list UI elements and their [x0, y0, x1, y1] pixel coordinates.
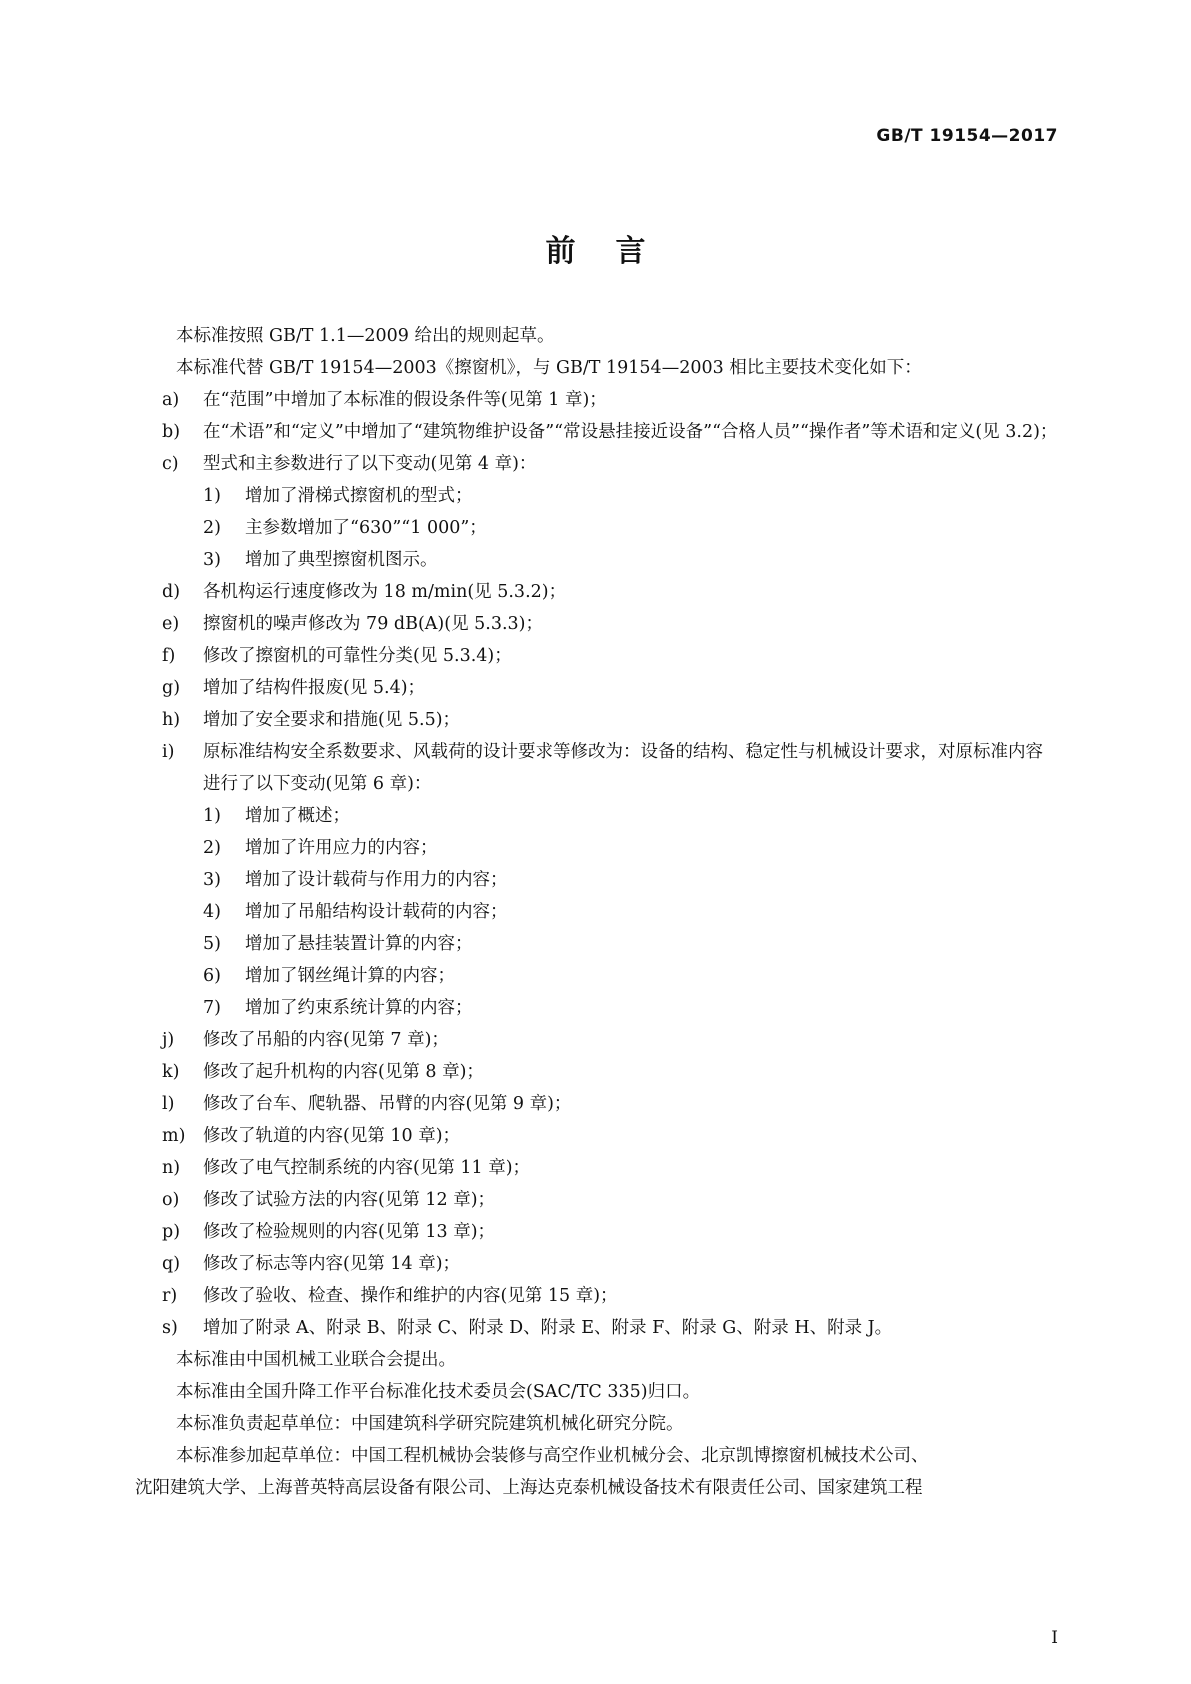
- page-title: 前言: [545, 234, 686, 269]
- outro-paragraph: 本标准负责起草单位：中国建筑科学研究院建筑机械化研究分院。: [176, 1414, 684, 1434]
- list-marker: q): [162, 1254, 181, 1274]
- list-item: [162, 416, 1058, 448]
- list-marker: b): [162, 422, 181, 442]
- list-marker: 3): [203, 870, 221, 890]
- list-marker: k): [162, 1062, 180, 1082]
- list-item: [162, 1120, 1058, 1152]
- list-marker: d): [162, 582, 181, 602]
- sub-list-item: [162, 992, 1058, 1024]
- list-text: 主参数增加了“630”“1 000”；: [245, 518, 487, 538]
- sub-list-item: [162, 864, 1058, 896]
- outro-paragraph-continuation: 沈阳建筑大学、上海普英特高层设备有限公司、上海达克泰机械设备技术有限责任公司、国家建筑工程: [135, 1478, 923, 1498]
- list-marker: j): [162, 1030, 175, 1050]
- sub-list-item: [162, 800, 1058, 832]
- list-text: 修改了验收、检查、操作和维护的内容(见第 15 章)；: [203, 1286, 618, 1306]
- list-marker: f): [162, 646, 176, 666]
- list-marker: 7): [203, 998, 221, 1018]
- list-text: 修改了台车、爬轨器、吊臂的内容(见第 9 章)；: [203, 1094, 572, 1114]
- list-text: 在“范围”中增加了本标准的假设条件等(见第 1 章)；: [203, 390, 607, 410]
- list-item: [162, 1056, 1058, 1088]
- list-marker: e): [162, 614, 180, 634]
- list-text: 增加了吊船结构设计载荷的内容；: [245, 902, 508, 922]
- outro-paragraph: 本标准参加起草单位：中国工程机械协会装修与高空作业机械分会、北京凯博擦窗机械技术公司、: [176, 1446, 929, 1466]
- list-text: 增加了附录 A、附录 B、附录 C、附录 D、附录 E、附录 F、附录 G、附录 H、附录 J。: [203, 1318, 893, 1338]
- list-item: [162, 1088, 1058, 1120]
- list-text: 增加了约束系统计算的内容；: [245, 998, 473, 1018]
- list-item: [162, 736, 1058, 800]
- list-item: [162, 704, 1058, 736]
- list-item: [162, 1280, 1058, 1312]
- list-marker: c): [162, 454, 179, 474]
- list-text: 擦窗机的噪声修改为 79 dB(A)(见 5.3.3)；: [203, 614, 543, 634]
- list-item: [162, 1248, 1058, 1280]
- list-marker: h): [162, 710, 181, 730]
- list-text: 修改了电气控制系统的内容(见第 11 章)；: [203, 1158, 531, 1178]
- list-text: 修改了试验方法的内容(见第 12 章)；: [203, 1190, 496, 1210]
- sub-list-item: [162, 832, 1058, 864]
- list-text: 型式和主参数进行了以下变动(见第 4 章)：: [203, 454, 537, 474]
- list-item: [162, 672, 1058, 704]
- sub-list-item: [162, 896, 1058, 928]
- list-marker: p): [162, 1222, 181, 1242]
- list-item: [162, 576, 1058, 608]
- list-text: 增加了设计载荷与作用力的内容；: [245, 870, 508, 890]
- intro-paragraph: 本标准按照 GB/T 1.1—2009 给出的规则起草。: [176, 326, 555, 346]
- list-marker: 2): [203, 518, 221, 538]
- list-text: 修改了检验规则的内容(见第 13 章)；: [203, 1222, 496, 1242]
- standard-number: GB/T 19154—2017: [876, 126, 1058, 146]
- intro-paragraph: 本标准代替 GB/T 19154—2003《擦窗机》，与 GB/T 19154—2003 相比主要技术变化如下：: [176, 358, 922, 378]
- list-text: 增加了许用应力的内容；: [245, 838, 438, 858]
- list-marker: m): [162, 1126, 186, 1146]
- list-item: [162, 1216, 1058, 1248]
- list-item: [162, 640, 1058, 672]
- outro-paragraph: 本标准由中国机械工业联合会提出。: [176, 1350, 456, 1370]
- list-marker: 4): [203, 902, 221, 922]
- list-text: 修改了起升机构的内容(见第 8 章)；: [203, 1062, 484, 1082]
- list-item: [162, 608, 1058, 640]
- sub-list-item: [162, 960, 1058, 992]
- list-marker: 1): [203, 486, 221, 506]
- list-text: 增加了结构件报废(见 5.4)；: [203, 678, 426, 698]
- list-item: [162, 1184, 1058, 1216]
- list-text: 修改了轨道的内容(见第 10 章)；: [203, 1126, 461, 1146]
- list-text: 增加了悬挂装置计算的内容；: [245, 934, 473, 954]
- list-marker: 1): [203, 806, 221, 826]
- list-text: 增加了安全要求和措施(见 5.5)；: [203, 710, 461, 730]
- list-text: 增加了概述；: [245, 806, 350, 826]
- list-marker: a): [162, 390, 180, 410]
- sub-list-item: [162, 480, 1058, 512]
- list-marker: r): [162, 1286, 178, 1306]
- list-text: 各机构运行速度修改为 18 m/min(见 5.3.2)；: [203, 582, 567, 602]
- sub-list-item: [162, 928, 1058, 960]
- list-item: [162, 1152, 1058, 1184]
- page-number: I: [1051, 1628, 1058, 1648]
- list-text: 在“术语”和“定义”中增加了“建筑物维护设备”“常设悬挂接近设备”“合格人员”“操作者”等术语和定义(见 3.2)；: [203, 422, 1058, 442]
- foreword-body: [135, 320, 1058, 1504]
- list-marker: l): [162, 1094, 175, 1114]
- list-text: 原标准结构安全系数要求、风载荷的设计要求等修改为：设备的结构、稳定性与机械设计要求，对原标准内容进行了以下变动(见第 6 章)：: [203, 742, 1043, 794]
- list-item: [162, 1024, 1058, 1056]
- list-marker: n): [162, 1158, 181, 1178]
- list-marker: o): [162, 1190, 180, 1210]
- list-marker: 3): [203, 550, 221, 570]
- sub-list-item: [162, 544, 1058, 576]
- list-text: 修改了吊船的内容(见第 7 章)；: [203, 1030, 449, 1050]
- list-item: [162, 448, 1058, 480]
- list-marker: 6): [203, 966, 221, 986]
- list-item: [162, 1312, 1058, 1344]
- list-text: 增加了滑梯式擦窗机的型式；: [245, 486, 473, 506]
- list-marker: g): [162, 678, 181, 698]
- list-text: 修改了擦窗机的可靠性分类(见 5.3.4)；: [203, 646, 512, 666]
- list-text: 修改了标志等内容(见第 14 章)；: [203, 1254, 461, 1274]
- list-text: 增加了典型擦窗机图示。: [245, 550, 438, 570]
- list-item: [162, 384, 1058, 416]
- sub-list-item: [162, 512, 1058, 544]
- outro-paragraph: 本标准由全国升降工作平台标准化技术委员会(SAC/TC 335)归口。: [176, 1382, 701, 1402]
- list-marker: 2): [203, 838, 221, 858]
- list-marker: i): [162, 742, 175, 762]
- list-marker: s): [162, 1318, 178, 1338]
- list-text: 增加了钢丝绳计算的内容；: [245, 966, 455, 986]
- list-marker: 5): [203, 934, 221, 954]
